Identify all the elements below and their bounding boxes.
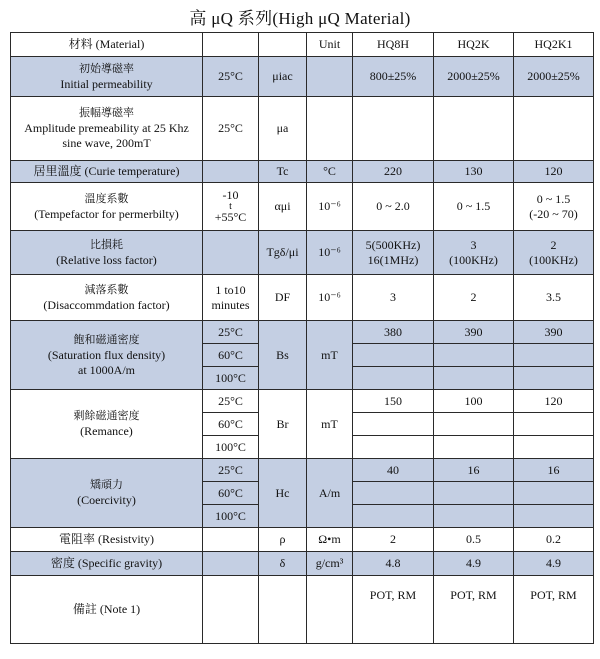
value-cell: 800±25%: [353, 57, 434, 97]
row-temperature-factor: [11, 183, 594, 231]
symbol-cell: Tgδ/μi: [259, 231, 307, 275]
unit-cell: 10⁻⁶: [307, 231, 353, 275]
condition-cell: [203, 275, 259, 321]
value-cell: [434, 231, 514, 275]
value-cell: 40: [353, 459, 434, 482]
unit-cell: [307, 97, 353, 161]
unit-cell: mT: [307, 321, 353, 390]
symbol-cell: Tc: [259, 161, 307, 183]
value-line: 2: [550, 237, 557, 252]
header-row: [11, 33, 594, 57]
value-cell: POT, RM: [514, 576, 594, 644]
label-cn: 飽和磁通密度: [73, 333, 140, 346]
header-material: 材料 (Material): [11, 33, 203, 57]
value-cell: [514, 344, 594, 367]
value-cell: 220: [353, 161, 434, 183]
value-cell: 390: [514, 321, 594, 344]
value-cell: [353, 413, 434, 436]
label-cn: 振幅導磁率: [79, 107, 134, 119]
value-line: (100KHz): [529, 252, 578, 267]
value-cell: 16: [514, 459, 594, 482]
property-label: [11, 231, 203, 275]
label-cn: 減落系數: [84, 283, 129, 296]
row-initial-permeability: [11, 57, 594, 97]
property-label: [11, 183, 203, 231]
value-cell: [353, 482, 434, 505]
symbol-cell: Bs: [259, 321, 307, 390]
row-saturation-25c: [11, 321, 594, 344]
temperature-cell: 25°C: [203, 321, 259, 344]
value-cell: [353, 97, 434, 161]
unit-cell: A/m: [307, 459, 353, 528]
property-label: [11, 390, 203, 459]
property-label: [11, 459, 203, 528]
condition-cell: [203, 528, 259, 552]
value-cell: [353, 436, 434, 459]
header-grade: HQ8H: [353, 33, 434, 57]
value-cell: 2: [353, 528, 434, 552]
property-label: [11, 97, 203, 161]
temperature-cell: 25°C: [203, 459, 259, 482]
label-cn: 溫度系數: [84, 192, 129, 205]
label-en: (Remance): [80, 424, 133, 438]
label-en: (Tempefactor for permerbilty): [34, 206, 179, 221]
value-cell: POT, RM: [434, 576, 514, 644]
temperature-cell: 100°C: [203, 505, 259, 528]
condition-cell: [203, 231, 259, 275]
unit-cell: mT: [307, 390, 353, 459]
value-cell: POT, RM: [353, 576, 434, 644]
value-cell: [434, 482, 514, 505]
value-cell: [434, 436, 514, 459]
value-cell: [434, 97, 514, 161]
property-label: [11, 275, 203, 321]
condition-line: minutes: [211, 297, 250, 312]
value-cell: 130: [434, 161, 514, 183]
label-en: (Saturation flux density): [47, 347, 166, 362]
row-note: [11, 576, 594, 644]
symbol-cell: αμi: [259, 183, 307, 231]
value-cell: [514, 413, 594, 436]
property-label: [11, 321, 203, 390]
value-line: 5(500KHz): [365, 237, 421, 252]
value-cell: 2: [434, 275, 514, 321]
value-cell: 0 ~ 2.0: [353, 183, 434, 231]
row-remanence-25c: [11, 390, 594, 413]
unit-cell: 10⁻⁶: [307, 275, 353, 321]
symbol-cell: Hc: [259, 459, 307, 528]
material-spec-table: [10, 32, 594, 644]
label-en: Amplitude premeability at 25 Khz: [24, 121, 189, 135]
value-cell: [514, 505, 594, 528]
condition-cell: [203, 552, 259, 576]
value-cell: [434, 413, 514, 436]
condition-line: t: [229, 201, 232, 212]
value-cell: 0.5: [434, 528, 514, 552]
value-cell: [434, 344, 514, 367]
value-cell: [434, 367, 514, 390]
value-line: (-20 ~ 70): [529, 206, 578, 221]
value-cell: [514, 436, 594, 459]
value-line: 0 ~ 1.5: [536, 191, 571, 206]
value-line: 3: [470, 237, 477, 252]
temperature-cell: 60°C: [203, 413, 259, 436]
value-cell: [514, 97, 594, 161]
label-en: (Disaccommdation factor): [43, 297, 170, 312]
temperature-cell: 60°C: [203, 482, 259, 505]
value-cell: [434, 505, 514, 528]
page-title: 高 μQ 系列(High μQ Material): [189, 9, 411, 28]
unit-cell: 10⁻⁶: [307, 183, 353, 231]
symbol-cell: ρ: [259, 528, 307, 552]
label-cn: 初始導磁率: [79, 62, 134, 75]
value-line: (100KHz): [449, 252, 498, 267]
temperature-cell: 60°C: [203, 344, 259, 367]
value-cell: [514, 367, 594, 390]
value-cell: [514, 231, 594, 275]
property-label: 居里溫度 (Curie temperature): [11, 161, 203, 183]
value-cell: 390: [434, 321, 514, 344]
unit-cell: [307, 576, 353, 644]
symbol-cell: μa: [259, 97, 307, 161]
condition-cell: 25°C: [203, 97, 259, 161]
symbol-cell: δ: [259, 552, 307, 576]
value-cell: 3.5: [514, 275, 594, 321]
value-cell: 4.9: [514, 552, 594, 576]
value-cell: [514, 183, 594, 231]
unit-cell: Ω•m: [307, 528, 353, 552]
value-cell: 3: [353, 275, 434, 321]
label-en: (Relative loss factor): [56, 252, 157, 267]
condition-cell: 25°C: [203, 57, 259, 97]
row-relative-loss-factor: [11, 231, 594, 275]
condition-line: -10: [222, 188, 239, 202]
property-label: 密度 (Specific gravity): [11, 552, 203, 576]
value-cell: [353, 344, 434, 367]
value-cell: 4.9: [434, 552, 514, 576]
label-en: (Coercivity): [77, 493, 136, 507]
row-specific-gravity: [11, 552, 594, 576]
value-cell: [353, 231, 434, 275]
condition-cell: [203, 161, 259, 183]
value-cell: 150: [353, 390, 434, 413]
value-cell: 2000±25%: [514, 57, 594, 97]
value-line: 16(1MHz): [367, 252, 419, 267]
value-cell: [353, 367, 434, 390]
value-cell: 0.2: [514, 528, 594, 552]
condition-line: +55°C: [214, 210, 247, 224]
value-cell: 16: [434, 459, 514, 482]
row-curie-temperature: [11, 161, 594, 183]
condition-cell: [203, 183, 259, 231]
condition-cell: [203, 576, 259, 644]
row-coercivity-25c: [11, 459, 594, 482]
label-en: Initial permeability: [60, 76, 153, 91]
header-condition: [203, 33, 259, 57]
value-cell: [514, 482, 594, 505]
header-grade: HQ2K1: [514, 33, 594, 57]
symbol-cell: Br: [259, 390, 307, 459]
unit-cell: [307, 57, 353, 97]
row-disaccommodation-factor: [11, 275, 594, 321]
condition-line: 1 to10: [215, 282, 246, 297]
label-cn: 比損耗: [90, 238, 123, 251]
symbol-cell: [259, 576, 307, 644]
label-en: sine wave, 200mT: [62, 136, 151, 150]
temperature-cell: 100°C: [203, 436, 259, 459]
temperature-cell: 100°C: [203, 367, 259, 390]
value-cell: 380: [353, 321, 434, 344]
property-label: 電阻率 (Resistvity): [11, 528, 203, 552]
value-cell: 120: [514, 161, 594, 183]
label-cn: 剩餘磁通密度: [73, 410, 140, 422]
header-symbol: [259, 33, 307, 57]
value-cell: 4.8: [353, 552, 434, 576]
property-label: 備註 (Note 1): [11, 576, 203, 644]
header-grade: HQ2K: [434, 33, 514, 57]
value-cell: 120: [514, 390, 594, 413]
value-cell: 2000±25%: [434, 57, 514, 97]
header-unit: Unit: [307, 33, 353, 57]
row-amplitude-permeability: [11, 97, 594, 161]
row-resistivity: [11, 528, 594, 552]
value-cell: 100: [434, 390, 514, 413]
value-cell: 0 ~ 1.5: [434, 183, 514, 231]
symbol-cell: μiac: [259, 57, 307, 97]
unit-cell: g/cm³: [307, 552, 353, 576]
unit-cell: °C: [307, 161, 353, 183]
property-label: [11, 57, 203, 97]
label-cn: 矯頑力: [90, 479, 123, 491]
label-en: at 1000A/m: [78, 362, 135, 377]
value-cell: [353, 505, 434, 528]
temperature-cell: 25°C: [203, 390, 259, 413]
symbol-cell: DF: [259, 275, 307, 321]
